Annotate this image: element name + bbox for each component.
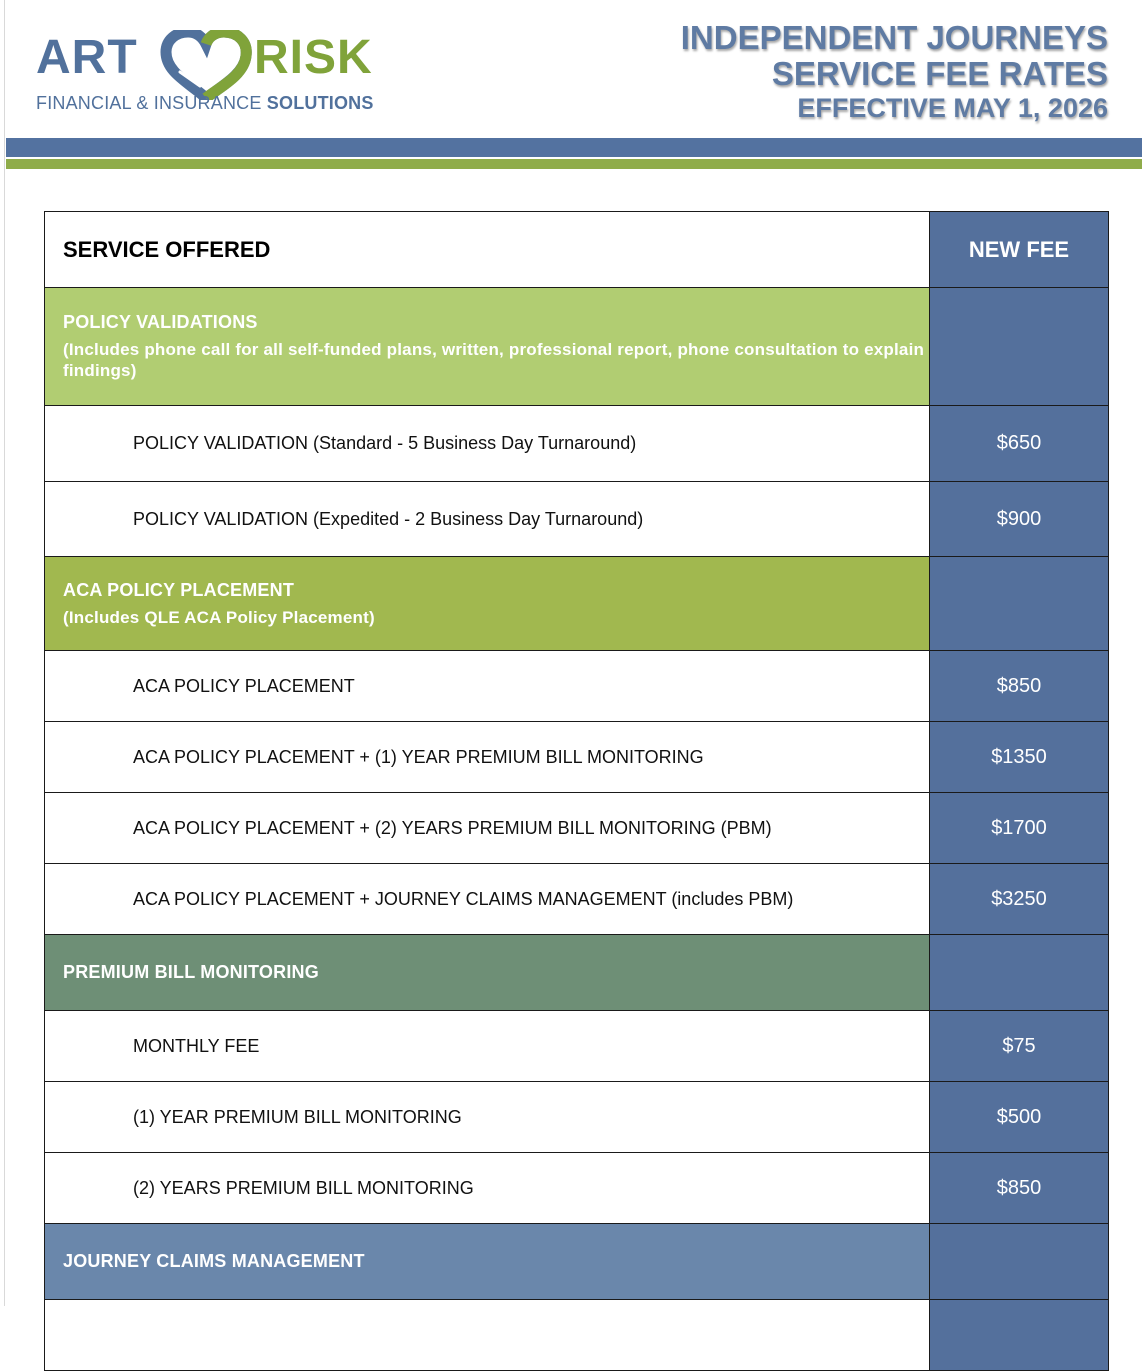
table-row (45, 1300, 1109, 1371)
document-title (681, 20, 1108, 124)
service-name: ACA POLICY PLACEMENT + JOURNEY CLAIMS MANAGEMENT (includes PBM) (45, 864, 930, 935)
section-title: JOURNEY CLAIMS MANAGEMENT (63, 1251, 365, 1271)
section-title-cell (45, 935, 930, 1011)
service-name: ACA POLICY PLACEMENT + (2) YEARS PREMIUM BILL MONITORING (PBM) (45, 793, 930, 864)
service-name: (1) YEAR PREMIUM BILL MONITORING (45, 1082, 930, 1153)
service-fee (930, 1300, 1109, 1371)
section-row (45, 935, 1109, 1011)
table-row (45, 1011, 1109, 1082)
section-title: POLICY VALIDATIONS (63, 312, 258, 332)
col-header-fee: NEW FEE (930, 212, 1109, 288)
title-line-2: SERVICE FEE RATES (771, 55, 1108, 92)
table-row (45, 1082, 1109, 1153)
service-fee: $650 (930, 406, 1109, 482)
section-title-cell (45, 557, 930, 651)
table-row (45, 651, 1109, 722)
section-fee-cell (930, 557, 1109, 651)
table-row (45, 1153, 1109, 1224)
col-header-service: SERVICE OFFERED (45, 212, 930, 288)
company-logo (36, 20, 376, 120)
service-name: ACA POLICY PLACEMENT (45, 651, 930, 722)
service-name: MONTHLY FEE (45, 1011, 930, 1082)
section-title-cell (45, 1224, 930, 1300)
service-fee: $1350 (930, 722, 1109, 793)
section-row (45, 1224, 1109, 1300)
table-row (45, 482, 1109, 557)
table-row (45, 722, 1109, 793)
table-row (45, 793, 1109, 864)
table-row (45, 406, 1109, 482)
section-row (45, 288, 1109, 406)
service-fee: $75 (930, 1011, 1109, 1082)
service-name: (2) YEARS PREMIUM BILL MONITORING (45, 1153, 930, 1224)
service-fee: $850 (930, 651, 1109, 722)
logo-tagline: FINANCIAL & INSURANCE SOLUTIONS (36, 93, 374, 113)
service-fee: $850 (930, 1153, 1109, 1224)
service-name: POLICY VALIDATION (Standard - 5 Business Day Turnaround) (45, 406, 930, 482)
service-name: ACA POLICY PLACEMENT + (1) YEAR PREMIUM BILL MONITORING (45, 722, 930, 793)
section-row (45, 557, 1109, 651)
section-fee-cell (930, 1224, 1109, 1300)
fee-table (44, 211, 1109, 1371)
section-title-cell (45, 288, 930, 406)
section-fee-cell (930, 935, 1109, 1011)
section-title: ACA POLICY PLACEMENT (63, 579, 295, 600)
logo-art-text: ART (36, 31, 138, 84)
section-note: (Includes QLE ACA Policy Placement) (63, 607, 375, 627)
section-note: (Includes phone call for all self-funded plans, written, professional report, phone consultation to explain findings) (63, 340, 925, 380)
section-fee-cell (930, 288, 1109, 406)
section-title: PREMIUM BILL MONITORING (63, 962, 319, 982)
heart-hands-icon (158, 30, 254, 100)
service-name: POLICY VALIDATION (Expedited - 2 Business Day Turnaround) (45, 482, 930, 557)
page-left-rule (4, 0, 5, 1306)
table-row (45, 864, 1109, 935)
header-band-blue (6, 138, 1142, 157)
service-fee: $500 (930, 1082, 1109, 1153)
service-fee: $3250 (930, 864, 1109, 935)
table-header-row (45, 212, 1109, 288)
service-name (45, 1300, 930, 1371)
header-band-green (6, 159, 1142, 169)
title-line-1: INDEPENDENT JOURNEYS (680, 19, 1108, 56)
logo-risk-text: RISK (254, 31, 373, 84)
service-fee: $1700 (930, 793, 1109, 864)
service-fee: $900 (930, 482, 1109, 557)
effective-date: EFFECTIVE MAY 1, 2026 (797, 93, 1108, 123)
